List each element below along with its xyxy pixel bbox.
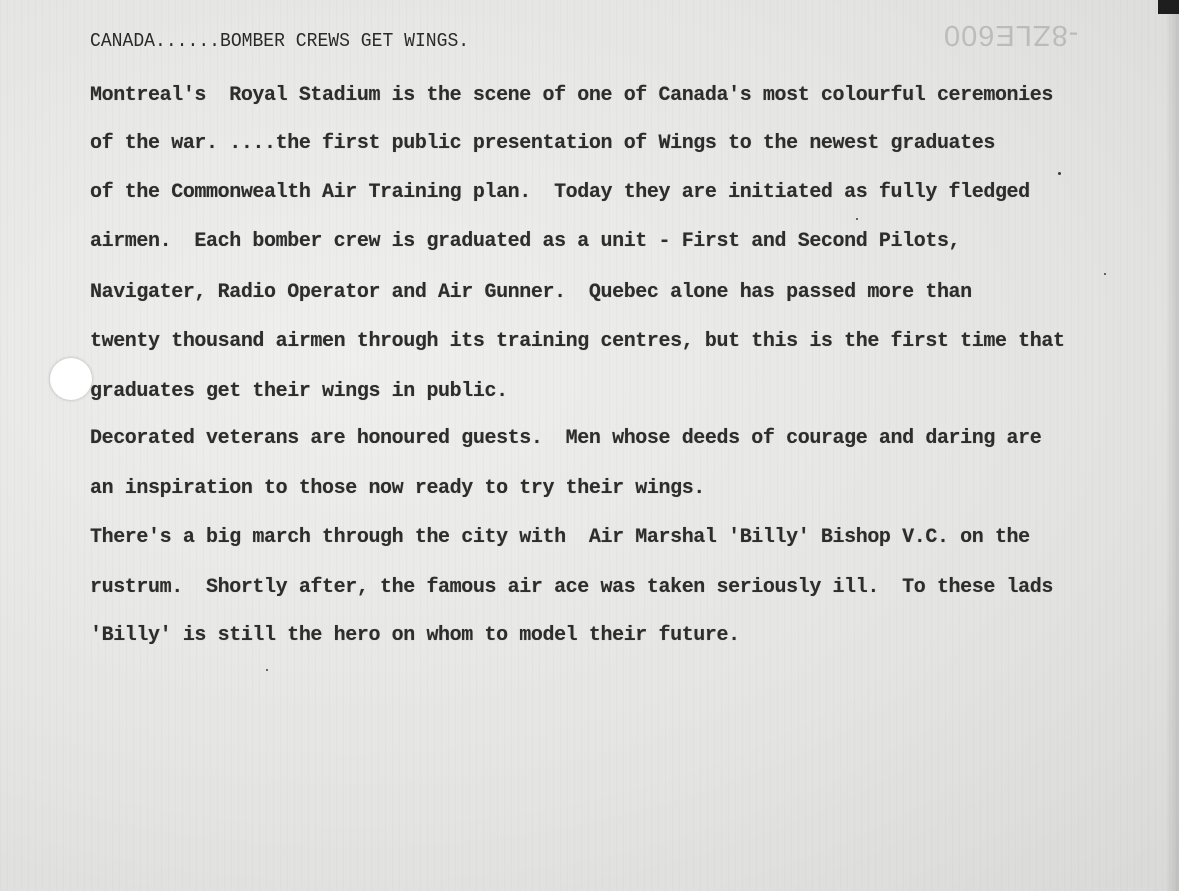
body-line-11: rustrum. Shortly after, the famous air ace was taken seriously ill. To these lads bbox=[90, 576, 1053, 599]
body-line-5: Navigater, Radio Operator and Air Gunner. Quebec alone has passed more than bbox=[90, 281, 972, 304]
body-line-3: of the Commonwealth Air Training plan. Today they are initiated as fully fledged bbox=[90, 181, 1030, 204]
body-line-2: of the war. ....the first public presentation of Wings to the newest graduates bbox=[90, 132, 995, 155]
ink-speck bbox=[266, 669, 268, 671]
body-line-10: There's a big march through the city with Air Marshal 'Billy' Bishop V.C. on the bbox=[90, 526, 1030, 549]
page-corner-dark bbox=[1158, 0, 1179, 14]
punch-hole bbox=[50, 358, 92, 400]
body-line-9: an inspiration to those now ready to try their wings. bbox=[90, 477, 705, 500]
ink-speck bbox=[1104, 273, 1106, 275]
body-line-1: Montreal's Royal Stadium is the scene of one of Canada's most colourful ceremonies bbox=[90, 84, 1053, 107]
page-edge-shadow bbox=[1165, 0, 1179, 891]
body-line-4: airmen. Each bomber crew is graduated as a unit - First and Second Pilots, bbox=[90, 230, 961, 253]
body-line-12: 'Billy' is still the hero on whom to model their future. bbox=[90, 624, 740, 647]
body-line-7: graduates get their wings in public. bbox=[90, 380, 508, 403]
ink-speck bbox=[1058, 172, 1061, 175]
archive-number-stamp: -8ZLE600 bbox=[943, 19, 1079, 51]
body-line-6: twenty thousand airmen through its training centres, but this is the first time that bbox=[90, 330, 1065, 353]
ink-speck bbox=[856, 218, 858, 220]
headline: CANADA......BOMBER CREWS GET WINGS. bbox=[90, 30, 470, 52]
body-line-8: Decorated veterans are honoured guests. Men whose deeds of courage and daring are bbox=[90, 427, 1042, 450]
